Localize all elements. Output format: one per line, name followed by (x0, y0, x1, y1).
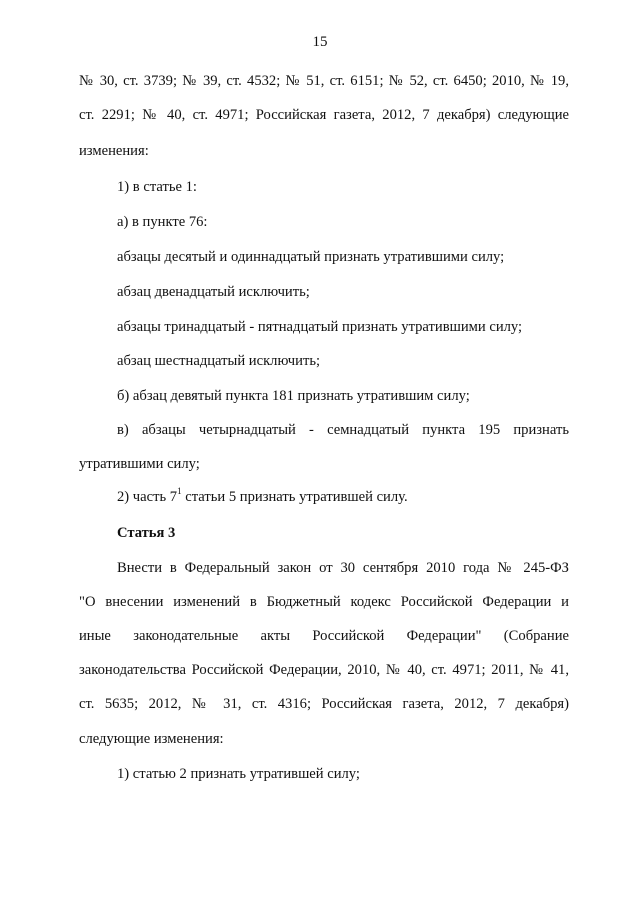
paragraph-line: иные законодательные акты Российской Федерации" (Собрание (79, 628, 569, 644)
item2-superscript: 1 (177, 486, 182, 497)
paragraph-line: Внести в Федеральный закон от 30 сентября 2010 года № 245-ФЗ (117, 560, 569, 576)
article-heading: Статья 3 (117, 525, 176, 541)
paragraph-line: следующие изменения: (79, 731, 224, 747)
item2-text-end: статьи 5 признать утратившей силу. (181, 489, 408, 505)
paragraph-line: ст. 5635; 2012, № 31, ст. 4316; Российская газета, 2012, 7 декабря) (79, 696, 569, 712)
list-item: абзац двенадцатый исключить; (117, 284, 310, 300)
list-item: абзацы десятый и одиннадцатый признать утратившими силу; (117, 249, 505, 265)
list-item: а) в пункте 76: (117, 214, 208, 230)
item2-text-start: 2) часть 7 (117, 489, 178, 505)
paragraph-line: № 30, ст. 3739; № 39, ст. 4532; № 51, ст. 6151; № 52, ст. 6450; 2010, № 19, (79, 73, 569, 89)
list-item: абзацы тринадцатый - пятнадцатый признать утратившими силу; (117, 319, 523, 335)
paragraph-line: законодательства Российской Федерации, 2010, № 40, ст. 4971; 2011, № 41, (79, 662, 569, 678)
list-item: 1) статью 2 признать утратившей силу; (117, 766, 360, 782)
list-item: в) абзацы четырнадцатый - семнадцатый пункта 195 признать (117, 422, 569, 438)
paragraph-line: ст. 2291; № 40, ст. 4971; Российская газета, 2012, 7 декабря) следующие (79, 107, 569, 123)
list-item: б) абзац девятый пункта 181 признать утратившим силу; (117, 388, 470, 404)
paragraph-line: утратившими силу; (79, 456, 200, 472)
list-item: абзац шестнадцатый исключить; (117, 353, 321, 369)
paragraph-line: изменения: (79, 143, 149, 159)
paragraph-line: "О внесении изменений в Бюджетный кодекс Российской Федерации и (79, 594, 569, 610)
list-item: 1) в статье 1: (117, 179, 197, 195)
list-item (117, 488, 569, 506)
page-number: 15 (312, 34, 328, 50)
